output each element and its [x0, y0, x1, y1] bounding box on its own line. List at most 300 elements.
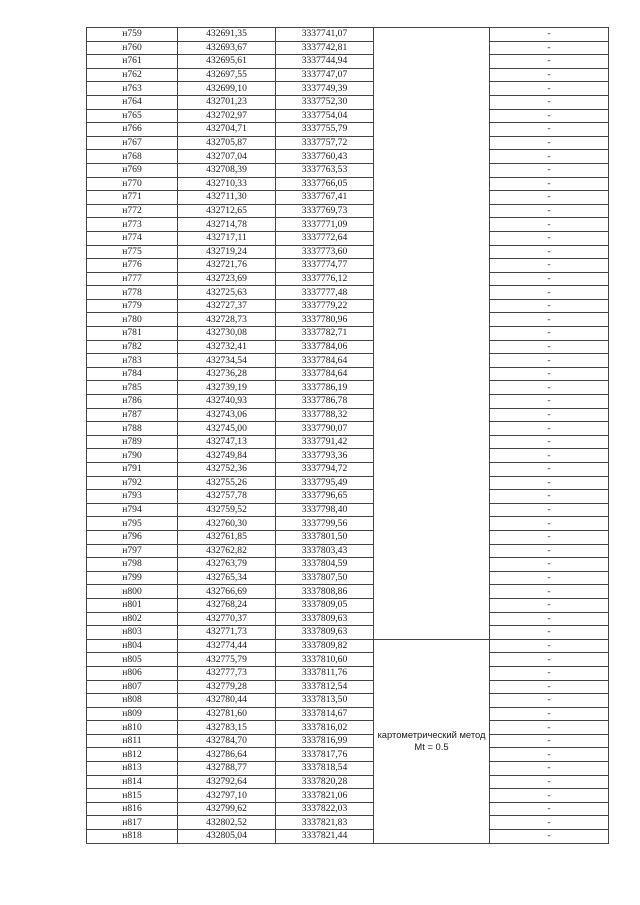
- point-id-cell: н813: [87, 762, 178, 776]
- point-id-cell: н786: [87, 395, 178, 409]
- table-row: [87, 490, 609, 504]
- y-coordinate-cell: 3337809,63: [276, 612, 374, 626]
- point-id-cell: н802: [87, 612, 178, 626]
- table-row: [87, 136, 609, 150]
- description-cell: -: [490, 259, 609, 273]
- table-row: [87, 626, 609, 640]
- y-coordinate-cell: 3337742,81: [276, 41, 374, 55]
- point-id-cell: н778: [87, 286, 178, 300]
- table-row: [87, 571, 609, 585]
- point-id-cell: н791: [87, 463, 178, 477]
- x-coordinate-cell: 432781,60: [178, 707, 276, 721]
- point-id-cell: н759: [87, 28, 178, 42]
- y-coordinate-cell: 3337790,07: [276, 422, 374, 436]
- x-coordinate-cell: 432743,06: [178, 408, 276, 422]
- x-coordinate-cell: 432792,64: [178, 775, 276, 789]
- method-cell: картометрический метод Mt = 0.5: [374, 639, 490, 843]
- x-coordinate-cell: 432788,77: [178, 762, 276, 776]
- y-coordinate-cell: 3337769,73: [276, 204, 374, 218]
- point-id-cell: н814: [87, 775, 178, 789]
- point-id-cell: н812: [87, 748, 178, 762]
- x-coordinate-cell: 432747,13: [178, 435, 276, 449]
- y-coordinate-cell: 3337804,59: [276, 558, 374, 572]
- x-coordinate-cell: 432763,79: [178, 558, 276, 572]
- point-id-cell: н806: [87, 666, 178, 680]
- description-cell: -: [490, 544, 609, 558]
- point-id-cell: н807: [87, 680, 178, 694]
- point-id-cell: н798: [87, 558, 178, 572]
- description-cell: -: [490, 177, 609, 191]
- x-coordinate-cell: 432774,44: [178, 639, 276, 653]
- point-id-cell: н809: [87, 707, 178, 721]
- point-id-cell: н817: [87, 816, 178, 830]
- description-cell: -: [490, 530, 609, 544]
- table-row: [87, 748, 609, 762]
- x-coordinate-cell: 432797,10: [178, 789, 276, 803]
- point-id-cell: н799: [87, 571, 178, 585]
- description-cell: -: [490, 204, 609, 218]
- point-id-cell: н811: [87, 734, 178, 748]
- y-coordinate-cell: 3337807,50: [276, 571, 374, 585]
- description-cell: -: [490, 830, 609, 844]
- x-coordinate-cell: 432711,30: [178, 191, 276, 205]
- point-id-cell: н783: [87, 354, 178, 368]
- x-coordinate-cell: 432768,24: [178, 598, 276, 612]
- point-id-cell: н803: [87, 626, 178, 640]
- x-coordinate-cell: 432721,76: [178, 259, 276, 273]
- y-coordinate-cell: 3337816,02: [276, 721, 374, 735]
- table-row: [87, 680, 609, 694]
- point-id-cell: н773: [87, 218, 178, 232]
- point-id-cell: н779: [87, 299, 178, 313]
- y-coordinate-cell: 3337795,49: [276, 476, 374, 490]
- y-coordinate-cell: 3337803,43: [276, 544, 374, 558]
- table-row: [87, 830, 609, 844]
- x-coordinate-cell: 432765,34: [178, 571, 276, 585]
- y-coordinate-cell: 3337813,50: [276, 694, 374, 708]
- description-cell: -: [490, 463, 609, 477]
- table-row: [87, 653, 609, 667]
- point-id-cell: н816: [87, 802, 178, 816]
- y-coordinate-cell: 3337796,65: [276, 490, 374, 504]
- description-cell: -: [490, 694, 609, 708]
- y-coordinate-cell: 3337774,77: [276, 259, 374, 273]
- description-cell: -: [490, 490, 609, 504]
- table-row: [87, 816, 609, 830]
- x-coordinate-cell: 432752,36: [178, 463, 276, 477]
- description-cell: -: [490, 95, 609, 109]
- description-cell: -: [490, 272, 609, 286]
- y-coordinate-cell: 3337780,96: [276, 313, 374, 327]
- point-id-cell: н784: [87, 367, 178, 381]
- description-cell: -: [490, 734, 609, 748]
- point-id-cell: н804: [87, 639, 178, 653]
- y-coordinate-cell: 3337766,05: [276, 177, 374, 191]
- table-row: [87, 802, 609, 816]
- table-row: [87, 503, 609, 517]
- y-coordinate-cell: 3337763,53: [276, 163, 374, 177]
- table-row: [87, 612, 609, 626]
- x-coordinate-cell: 432775,79: [178, 653, 276, 667]
- x-coordinate-cell: 432739,19: [178, 381, 276, 395]
- description-cell: -: [490, 381, 609, 395]
- point-id-cell: н801: [87, 598, 178, 612]
- table-row: [87, 449, 609, 463]
- point-id-cell: н792: [87, 476, 178, 490]
- y-coordinate-cell: 3337784,06: [276, 340, 374, 354]
- description-cell: -: [490, 762, 609, 776]
- description-cell: -: [490, 503, 609, 517]
- table-row: [87, 41, 609, 55]
- point-id-cell: н782: [87, 340, 178, 354]
- x-coordinate-cell: 432710,33: [178, 177, 276, 191]
- description-cell: -: [490, 612, 609, 626]
- y-coordinate-cell: 3337760,43: [276, 150, 374, 164]
- coordinates-document: [86, 27, 609, 844]
- x-coordinate-cell: 432740,93: [178, 395, 276, 409]
- description-cell: -: [490, 408, 609, 422]
- point-id-cell: н788: [87, 422, 178, 436]
- point-id-cell: н815: [87, 789, 178, 803]
- description-cell: -: [490, 476, 609, 490]
- y-coordinate-cell: 3337786,78: [276, 395, 374, 409]
- table-row: [87, 558, 609, 572]
- x-coordinate-cell: 432723,69: [178, 272, 276, 286]
- table-row: [87, 666, 609, 680]
- table-row: [87, 231, 609, 245]
- table-row: [87, 395, 609, 409]
- x-coordinate-cell: 432702,97: [178, 109, 276, 123]
- y-coordinate-cell: 3337794,72: [276, 463, 374, 477]
- description-cell: -: [490, 449, 609, 463]
- y-coordinate-cell: 3337773,60: [276, 245, 374, 259]
- point-id-cell: н785: [87, 381, 178, 395]
- table-row: [87, 354, 609, 368]
- point-id-cell: н769: [87, 163, 178, 177]
- point-id-cell: н781: [87, 327, 178, 341]
- description-cell: -: [490, 666, 609, 680]
- table-row: [87, 762, 609, 776]
- y-coordinate-cell: 3337793,36: [276, 449, 374, 463]
- table-row: [87, 259, 609, 273]
- point-id-cell: н761: [87, 55, 178, 69]
- x-coordinate-cell: 432755,26: [178, 476, 276, 490]
- y-coordinate-cell: 3337818,54: [276, 762, 374, 776]
- point-id-cell: н810: [87, 721, 178, 735]
- x-coordinate-cell: 432699,10: [178, 82, 276, 96]
- table-row: [87, 734, 609, 748]
- y-coordinate-cell: 3337752,30: [276, 95, 374, 109]
- table-row: [87, 299, 609, 313]
- table-row: [87, 327, 609, 341]
- description-cell: -: [490, 802, 609, 816]
- description-cell: -: [490, 775, 609, 789]
- description-cell: -: [490, 136, 609, 150]
- x-coordinate-cell: 432732,41: [178, 340, 276, 354]
- y-coordinate-cell: 3337749,39: [276, 82, 374, 96]
- x-coordinate-cell: 432771,73: [178, 626, 276, 640]
- description-cell: -: [490, 816, 609, 830]
- table-row: [87, 218, 609, 232]
- point-id-cell: н771: [87, 191, 178, 205]
- point-id-cell: н770: [87, 177, 178, 191]
- y-coordinate-cell: 3337791,42: [276, 435, 374, 449]
- description-cell: -: [490, 123, 609, 137]
- point-id-cell: н794: [87, 503, 178, 517]
- point-id-cell: н765: [87, 109, 178, 123]
- point-id-cell: н805: [87, 653, 178, 667]
- x-coordinate-cell: 432691,35: [178, 28, 276, 42]
- x-coordinate-cell: 432717,11: [178, 231, 276, 245]
- y-coordinate-cell: 3337776,12: [276, 272, 374, 286]
- point-id-cell: н767: [87, 136, 178, 150]
- x-coordinate-cell: 432728,73: [178, 313, 276, 327]
- x-coordinate-cell: 432719,24: [178, 245, 276, 259]
- x-coordinate-cell: 432759,52: [178, 503, 276, 517]
- y-coordinate-cell: 3337809,05: [276, 598, 374, 612]
- y-coordinate-cell: 3337809,82: [276, 639, 374, 653]
- x-coordinate-cell: 432786,64: [178, 748, 276, 762]
- point-id-cell: н777: [87, 272, 178, 286]
- x-coordinate-cell: 432704,71: [178, 123, 276, 137]
- description-cell: -: [490, 28, 609, 42]
- y-coordinate-cell: 3337772,64: [276, 231, 374, 245]
- y-coordinate-cell: 3337782,71: [276, 327, 374, 341]
- x-coordinate-cell: 432745,00: [178, 422, 276, 436]
- point-id-cell: н775: [87, 245, 178, 259]
- table-row: [87, 68, 609, 82]
- table-row: [87, 286, 609, 300]
- description-cell: -: [490, 327, 609, 341]
- point-id-cell: н789: [87, 435, 178, 449]
- description-cell: -: [490, 585, 609, 599]
- description-cell: -: [490, 422, 609, 436]
- point-id-cell: н795: [87, 517, 178, 531]
- point-id-cell: н793: [87, 490, 178, 504]
- description-cell: -: [490, 109, 609, 123]
- y-coordinate-cell: 3337754,04: [276, 109, 374, 123]
- y-coordinate-cell: 3337741,07: [276, 28, 374, 42]
- x-coordinate-cell: 432780,44: [178, 694, 276, 708]
- point-id-cell: н787: [87, 408, 178, 422]
- table-row: [87, 789, 609, 803]
- table-row: [87, 95, 609, 109]
- x-coordinate-cell: 432697,55: [178, 68, 276, 82]
- description-cell: -: [490, 653, 609, 667]
- description-cell: -: [490, 340, 609, 354]
- table-row: [87, 517, 609, 531]
- description-cell: -: [490, 721, 609, 735]
- x-coordinate-cell: 432784,70: [178, 734, 276, 748]
- y-coordinate-cell: 3337799,56: [276, 517, 374, 531]
- point-id-cell: н763: [87, 82, 178, 96]
- point-id-cell: н818: [87, 830, 178, 844]
- point-id-cell: н808: [87, 694, 178, 708]
- x-coordinate-cell: 432757,78: [178, 490, 276, 504]
- y-coordinate-cell: 3337811,76: [276, 666, 374, 680]
- description-cell: -: [490, 558, 609, 572]
- y-coordinate-cell: 3337788,32: [276, 408, 374, 422]
- table-row: [87, 775, 609, 789]
- x-coordinate-cell: 432693,67: [178, 41, 276, 55]
- description-cell: -: [490, 191, 609, 205]
- point-id-cell: н762: [87, 68, 178, 82]
- y-coordinate-cell: 3337744,94: [276, 55, 374, 69]
- x-coordinate-cell: 432805,04: [178, 830, 276, 844]
- x-coordinate-cell: 432770,37: [178, 612, 276, 626]
- table-row: [87, 340, 609, 354]
- description-cell: -: [490, 639, 609, 653]
- table-row: [87, 123, 609, 137]
- table-row: [87, 585, 609, 599]
- x-coordinate-cell: 432714,78: [178, 218, 276, 232]
- y-coordinate-cell: 3337822,03: [276, 802, 374, 816]
- x-coordinate-cell: 432712,65: [178, 204, 276, 218]
- y-coordinate-cell: 3337784,64: [276, 354, 374, 368]
- description-cell: -: [490, 231, 609, 245]
- table-row: [87, 367, 609, 381]
- y-coordinate-cell: 3337816,99: [276, 734, 374, 748]
- table-row: [87, 476, 609, 490]
- description-cell: -: [490, 598, 609, 612]
- x-coordinate-cell: 432762,82: [178, 544, 276, 558]
- description-cell: -: [490, 707, 609, 721]
- x-coordinate-cell: 432783,15: [178, 721, 276, 735]
- description-cell: -: [490, 395, 609, 409]
- description-cell: -: [490, 313, 609, 327]
- point-id-cell: н774: [87, 231, 178, 245]
- y-coordinate-cell: 3337779,22: [276, 299, 374, 313]
- x-coordinate-cell: 432701,23: [178, 95, 276, 109]
- point-id-cell: н780: [87, 313, 178, 327]
- description-cell: -: [490, 626, 609, 640]
- table-row: [87, 191, 609, 205]
- table-row: [87, 544, 609, 558]
- table-row: [87, 272, 609, 286]
- description-cell: -: [490, 82, 609, 96]
- point-id-cell: н790: [87, 449, 178, 463]
- table-row: [87, 28, 609, 42]
- y-coordinate-cell: 3337755,79: [276, 123, 374, 137]
- x-coordinate-cell: 432725,63: [178, 286, 276, 300]
- table-row: [87, 721, 609, 735]
- point-id-cell: н764: [87, 95, 178, 109]
- y-coordinate-cell: 3337821,83: [276, 816, 374, 830]
- table-row: [87, 82, 609, 96]
- x-coordinate-cell: 432766,69: [178, 585, 276, 599]
- table-row: [87, 435, 609, 449]
- description-cell: -: [490, 789, 609, 803]
- table-row: [87, 598, 609, 612]
- y-coordinate-cell: 3337808,86: [276, 585, 374, 599]
- description-cell: -: [490, 354, 609, 368]
- table-row: [87, 530, 609, 544]
- point-id-cell: н797: [87, 544, 178, 558]
- point-id-cell: н772: [87, 204, 178, 218]
- x-coordinate-cell: 432779,28: [178, 680, 276, 694]
- y-coordinate-cell: 3337784,64: [276, 367, 374, 381]
- x-coordinate-cell: 432736,28: [178, 367, 276, 381]
- y-coordinate-cell: 3337801,50: [276, 530, 374, 544]
- description-cell: -: [490, 367, 609, 381]
- coordinates-table: [86, 27, 609, 844]
- method-cell: [374, 28, 490, 640]
- x-coordinate-cell: 432708,39: [178, 163, 276, 177]
- y-coordinate-cell: 3337798,40: [276, 503, 374, 517]
- table-row: [87, 163, 609, 177]
- table-row: [87, 313, 609, 327]
- y-coordinate-cell: 3337817,76: [276, 748, 374, 762]
- y-coordinate-cell: 3337771,09: [276, 218, 374, 232]
- x-coordinate-cell: 432707,04: [178, 150, 276, 164]
- table-row: [87, 694, 609, 708]
- description-cell: -: [490, 571, 609, 585]
- description-cell: -: [490, 245, 609, 259]
- x-coordinate-cell: 432730,08: [178, 327, 276, 341]
- table-row: [87, 422, 609, 436]
- description-cell: -: [490, 41, 609, 55]
- y-coordinate-cell: 3337821,44: [276, 830, 374, 844]
- y-coordinate-cell: 3337786,19: [276, 381, 374, 395]
- table-row: [87, 150, 609, 164]
- x-coordinate-cell: 432761,85: [178, 530, 276, 544]
- x-coordinate-cell: 432802,52: [178, 816, 276, 830]
- description-cell: -: [490, 150, 609, 164]
- description-cell: -: [490, 435, 609, 449]
- description-cell: -: [490, 68, 609, 82]
- description-cell: -: [490, 55, 609, 69]
- x-coordinate-cell: 432705,87: [178, 136, 276, 150]
- description-cell: -: [490, 680, 609, 694]
- table-row: [87, 381, 609, 395]
- y-coordinate-cell: 3337747,07: [276, 68, 374, 82]
- description-cell: -: [490, 517, 609, 531]
- description-cell: -: [490, 218, 609, 232]
- table-row: [87, 55, 609, 69]
- table-row: [87, 639, 609, 653]
- point-id-cell: н760: [87, 41, 178, 55]
- y-coordinate-cell: 3337812,54: [276, 680, 374, 694]
- y-coordinate-cell: 3337810,60: [276, 653, 374, 667]
- x-coordinate-cell: 432777,73: [178, 666, 276, 680]
- point-id-cell: н776: [87, 259, 178, 273]
- table-row: [87, 109, 609, 123]
- x-coordinate-cell: 432695,61: [178, 55, 276, 69]
- table-row: [87, 408, 609, 422]
- description-cell: -: [490, 163, 609, 177]
- x-coordinate-cell: 432734,54: [178, 354, 276, 368]
- x-coordinate-cell: 432799,62: [178, 802, 276, 816]
- point-id-cell: н800: [87, 585, 178, 599]
- table-row: [87, 463, 609, 477]
- description-cell: -: [490, 286, 609, 300]
- coordinates-table-body: [87, 28, 609, 844]
- description-cell: -: [490, 748, 609, 762]
- x-coordinate-cell: 432727,37: [178, 299, 276, 313]
- x-coordinate-cell: 432760,30: [178, 517, 276, 531]
- y-coordinate-cell: 3337767,41: [276, 191, 374, 205]
- description-cell: -: [490, 299, 609, 313]
- y-coordinate-cell: 3337821,06: [276, 789, 374, 803]
- y-coordinate-cell: 3337820,28: [276, 775, 374, 789]
- y-coordinate-cell: 3337809,63: [276, 626, 374, 640]
- y-coordinate-cell: 3337757,72: [276, 136, 374, 150]
- point-id-cell: н766: [87, 123, 178, 137]
- table-row: [87, 177, 609, 191]
- y-coordinate-cell: 3337814,67: [276, 707, 374, 721]
- table-row: [87, 245, 609, 259]
- point-id-cell: н796: [87, 530, 178, 544]
